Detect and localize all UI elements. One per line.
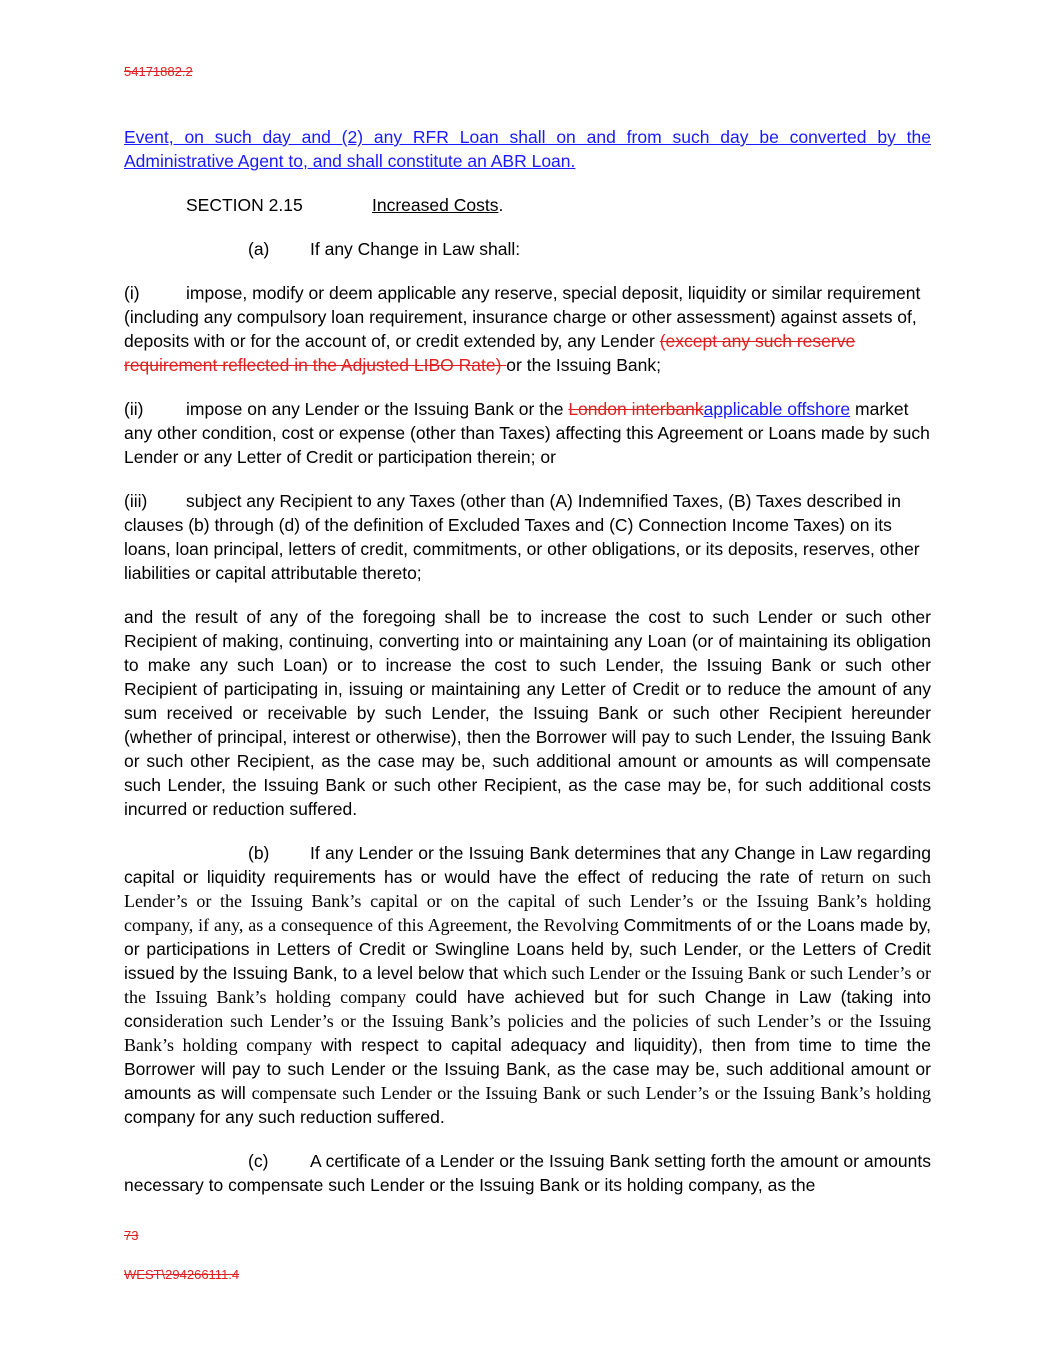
section-heading	[124, 193, 931, 217]
section-number: SECTION 2.15	[186, 195, 303, 215]
item-i	[124, 281, 931, 377]
item-ii-text-2: market any other condition, cost or expense (other than Taxes) affecting this Agreement or Loans made by such Lender or any Letter of Credit or participation therein; or	[124, 399, 930, 467]
footer-doc-ref: WEST\294266111.4	[124, 1267, 240, 1282]
paragraph-b-text-9: company for any such reduction suffered.	[124, 1107, 445, 1127]
inserted-text: Event, on such day and (2) any RFR Loan shall on and from such day be converted by the Administrative Agent to, and shall constitute an ABR Loan.	[124, 127, 931, 171]
paragraph-b	[124, 841, 931, 1129]
paragraph-b-text-1: If any Lender or the Issuing Bank determines that any Change in Law regarding capital or liquidity requirements has or would have the effect of reducing the rate of	[124, 843, 931, 887]
page-number: 73	[124, 1228, 139, 1243]
item-ii	[124, 397, 931, 469]
item-ii-label: (ii)	[124, 399, 144, 419]
result-paragraph: and the result of any of the foregoing shall be to increase the cost to such Lender or such other Recipient of making, continuing, converting into or maintaining any Loan (or of maintaining its obligation to make any such Loan) or to increase the cost to such Lender, the Issuing Bank or such other Recipient of participating in, issuing or maintaining any Letter of Credit or to reduce the amount of any sum received or receivable by such Lender, the Issuing Bank or such other Recipient hereunder (whether of principal, interest or otherwise), then the Borrower will pay to such Lender, the Issuing Bank or such other Recipient, as the case may be, such additional amount or amounts as will compensate such Lender, the Issuing Bank or such other Recipient, as the case may be, for such additional costs incurred or reduction suffered.	[124, 607, 931, 819]
paragraph-b-text-6: sideration such Lender’s or the Issuing Bank’s policies and the policies of such Lender’s or the Issuing Bank’s holding company	[124, 1011, 931, 1055]
paragraph-c	[124, 1149, 931, 1197]
item-i-text-1: impose, modify or deem applicable any reserve, special deposit, liquidity or similar requirement (including any compulsory loan requirement, insurance charge or other assessment) against assets of, deposits with or for the account of, or credit extended by, any Lender	[124, 283, 921, 351]
intro-paragraph	[124, 125, 931, 173]
item-i-label: (i)	[124, 283, 140, 303]
paragraph-c-text: A certificate of a Lender or the Issuing Bank setting forth the amount or amounts necessary to compensate such Lender or the Issuing Bank or its holding company, as the	[124, 1151, 931, 1195]
paragraph-b-text-8: compensate such Lender or the Issuing Bank or such Lender’s or the Issuing Bank’s holding	[251, 1083, 931, 1103]
section-title-punct: .	[498, 195, 504, 215]
paragraph-a-text: If any Change in Law shall:	[310, 239, 521, 259]
paragraph-b-text-7: with respect to capital adequacy and liquidity), then from time to time the Borrower will pay to such Lender or the Issuing Bank, as the case may be, such additional amount or amounts as will	[124, 1035, 931, 1103]
header-doc-id: 54171882.2	[124, 64, 193, 79]
paragraph-b-text-3: Commitments of or the Loans made by, or participations in Letters of Credit or Swingline Loans held by, such Lender, or the Letters of Credit issued by the Issuing Bank, to a level below that	[124, 915, 931, 983]
paragraph-b-text-5: could have achieved but for such Change in Law (taking into con	[124, 987, 931, 1031]
item-iii	[124, 489, 931, 585]
paragraph-b-text-2: return on such Lender’s or the Issuing Bank’s capital or on the capital of such Lender’s or the Issuing Bank’s holding company, if any, as a consequence of this Agreement, the Revolving	[124, 867, 931, 935]
document-body	[124, 125, 931, 1217]
paragraph-a-label: (a)	[248, 239, 270, 259]
section-title: Increased Costs	[372, 195, 499, 215]
item-iii-label: (iii)	[124, 491, 148, 511]
paragraph-a	[124, 237, 931, 261]
inserted-text: applicable offshore	[703, 399, 851, 419]
paragraph-b-label: (b)	[248, 843, 270, 863]
paragraph-b-text-4: which such Lender or the Issuing Bank or such Lender’s or the Issuing Bank’s holding company	[124, 963, 932, 1007]
paragraph-c-label: (c)	[248, 1151, 269, 1171]
item-i-text-2: or the Issuing Bank;	[506, 355, 661, 375]
deleted-text: (except any such reserve requirement reflected in the Adjusted LIBO Rate)	[124, 331, 856, 375]
item-iii-text: subject any Recipient to any Taxes (other than (A) Indemnified Taxes, (B) Taxes described in clauses (b) through (d) of the definition of Excluded Taxes and (C) Connection Income Taxes) on its loans, loan principal, letters of credit, commitments, or other obligations, or its deposits, reserves, other liabilities or capital attributable thereto;	[124, 491, 920, 583]
item-ii-text-1: impose on any Lender or the Issuing Bank or the	[186, 399, 569, 419]
deleted-text: London interbank	[568, 399, 704, 419]
